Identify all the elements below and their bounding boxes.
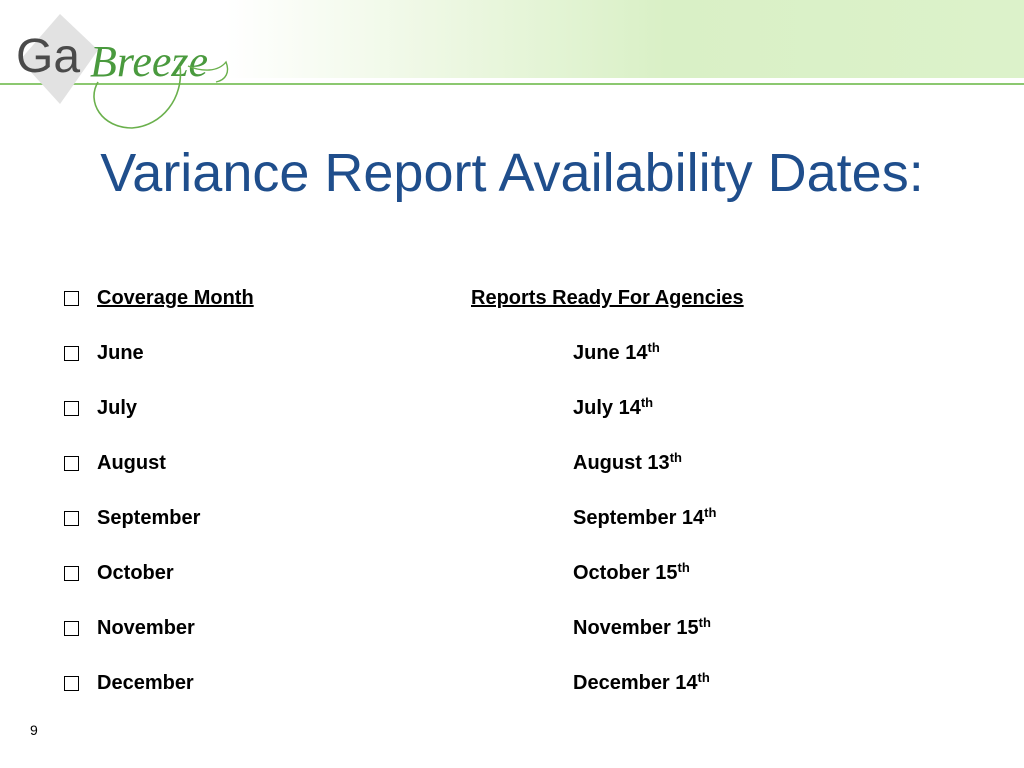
slide-title: Variance Report Availability Dates: [100, 143, 924, 203]
bullet-checkbox-icon [64, 456, 79, 471]
table-row [62, 562, 962, 592]
coverage-month: October [97, 562, 174, 584]
report-date: August 13th [573, 450, 682, 474]
coverage-month: September [97, 507, 201, 529]
bullet-checkbox-icon [64, 291, 79, 306]
table-row [62, 507, 962, 537]
bullet-checkbox-icon [64, 346, 79, 361]
table-row [62, 452, 962, 482]
table-header-row [62, 287, 962, 317]
bullet-checkbox-icon [64, 511, 79, 526]
table-row [62, 672, 962, 702]
bullet-checkbox-icon [64, 621, 79, 636]
logo-ga-text: Ga [16, 30, 81, 83]
report-date: September 14th [573, 505, 717, 529]
report-date: December 14th [573, 670, 710, 694]
coverage-month: November [97, 617, 195, 639]
bullet-checkbox-icon [64, 676, 79, 691]
report-date: July 14th [573, 395, 654, 419]
logo-breeze-text: Breeze [90, 37, 209, 86]
coverage-month: July [97, 397, 138, 419]
coverage-month: December [97, 672, 194, 694]
bullet-checkbox-icon [64, 401, 79, 416]
table-row [62, 617, 962, 647]
report-date: October 15th [573, 560, 690, 584]
coverage-month-header: Coverage Month [97, 287, 254, 309]
table-row [62, 342, 962, 372]
coverage-month: August [97, 452, 166, 474]
report-date: June 14th [573, 340, 660, 364]
gabreeze-logo [12, 6, 232, 136]
table-row [62, 397, 962, 427]
page-number: 9 [30, 722, 38, 738]
report-date: November 15th [573, 615, 711, 639]
reports-ready-header: Reports Ready For Agencies [471, 287, 744, 309]
bullet-checkbox-icon [64, 566, 79, 581]
coverage-month: June [97, 342, 144, 364]
